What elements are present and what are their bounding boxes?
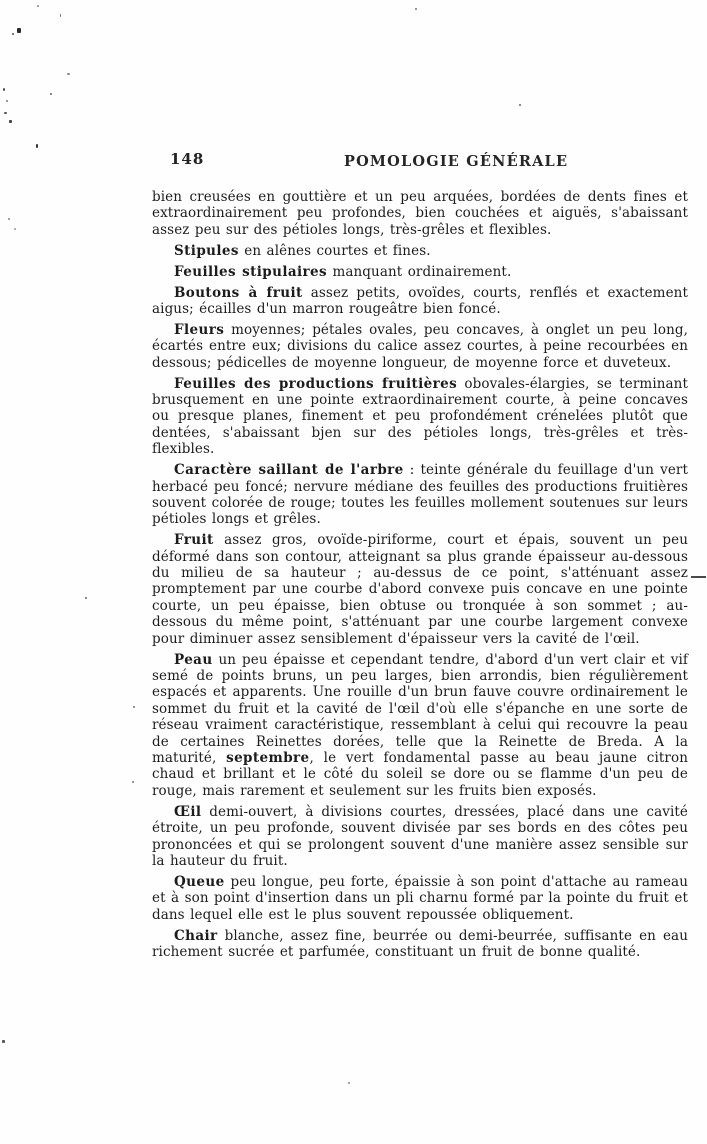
paragraph-text: moyennes; pétales ovales, peu concaves, à onglet un peu long, écartés entre eux; divisions du calice assez courtes, à peine recourbées en dessous; pédicelles de moyenne longueur, de moyenne force et duveteux. <box>152 321 688 371</box>
page-number: 148 <box>170 150 205 168</box>
scan-speck <box>14 228 16 230</box>
scan-speck <box>17 28 21 33</box>
paragraph-text: manquant ordinairement. <box>327 263 512 280</box>
lead-word: Fleurs <box>174 321 225 338</box>
scan-speck <box>9 120 12 123</box>
lead-word: Chair <box>174 927 218 944</box>
lead-word: Queue <box>174 873 225 890</box>
lead-word: Fruit <box>174 532 214 549</box>
paragraph <box>152 652 688 800</box>
paragraph-text: bien creusées en gouttière et un peu arquées, bordées de dents fines et extraordinairement peu profondes, bien couchées et aiguës, s'abaissant assez peu sur des pétioles longs, très-grêles et flexibles. <box>152 189 688 238</box>
paragraph <box>152 874 688 923</box>
scan-speck <box>12 33 14 35</box>
paragraph <box>152 804 688 870</box>
paragraph-text: demi-ouvert, à divisions courtes, dressées, placé dans une cavité étroite, un peu profonde, souvent divisée par ses bords en des côtes peu prononcées et qui se prolongent souvent d'une manière assez sensible sur la hauteur du fruit. <box>152 803 688 869</box>
scan-speck <box>37 5 39 7</box>
scan-speck <box>6 100 8 102</box>
lead-word: Caractère saillant de l'arbre <box>174 462 404 479</box>
paragraph <box>152 462 688 528</box>
paragraph-text: un peu épaisse et cependant tendre, d'abord d'un vert clair et vif semé de points bruns, un peu larges, bien arrondis, bien régulièrement espacés et apparents. Une rouille d'un brun fauve couvre ordinairement le sommet du fruit et la cavité de l'œil d'où elle s'épanche en une sorte de réseau vraiment caractéristique, ressemblant à celui qui recouvre la peau de certaines Reinettes dorées, telle que la Reinette de Breda. A la maturité, <box>152 651 688 766</box>
margin-dash-mark <box>691 576 706 578</box>
paragraph-text: en alênes courtes et fines. <box>238 242 431 259</box>
paragraph-text: , le vert fondamental passe au beau jaune citron chaud et brillant et le côté du soleil se dore ou se flamme d'un peu de rouge, mais rarement et seulement sur les fruits bien exposés. <box>152 750 688 799</box>
scan-speck <box>133 706 135 708</box>
scan-speck <box>67 73 70 75</box>
scan-speck <box>519 104 521 106</box>
lead-word: septembre <box>226 750 310 766</box>
paragraph <box>152 264 688 280</box>
scan-speck <box>8 218 10 220</box>
paragraph <box>152 322 688 371</box>
paragraph-text: : teinte générale du feuillage d'un vert herbacé peu foncé; nervure médiane des feuilles des productions fruitières souvent colorée de rouge; toutes les feuilles mollement soutenues sur leurs pétioles longs et grêles. <box>152 462 688 528</box>
scan-speck <box>348 1082 350 1084</box>
lead-word: Œil <box>174 803 202 820</box>
scan-speck <box>2 1040 5 1043</box>
paragraph <box>152 243 688 259</box>
scan-speck <box>132 781 134 783</box>
scan-speck <box>4 112 7 114</box>
lead-word: Stipules <box>174 242 239 259</box>
scan-speck <box>85 597 87 599</box>
paragraph <box>152 189 688 238</box>
lead-word: Feuilles stipulaires <box>174 263 328 280</box>
scan-speck <box>415 8 417 10</box>
paragraph-text: peu longue, peu forte, épaissie à son point d'attache au rameau et à son point d'insertion dans un pli charnu formé par la pointe du fruit et dans lequel elle est le plus souvent repoussée obliquement. <box>152 873 688 923</box>
paragraph-text: blanche, assez fine, beurrée ou demi-beurrée, suffisante en eau richement sucrée et parfumée, constituant un fruit de bonne qualité. <box>152 927 688 960</box>
running-title: POMOLOGIE GÉNÉRALE <box>344 153 569 170</box>
paragraph <box>152 376 688 458</box>
paragraph <box>152 928 688 961</box>
lead-word: Feuilles des productions fruitières <box>174 375 458 392</box>
lead-word: Peau <box>174 651 213 668</box>
paragraph <box>152 285 688 318</box>
lead-word: Boutons à fruit <box>174 284 303 301</box>
paragraph <box>152 532 688 647</box>
scan-speck <box>3 88 5 91</box>
scan-speck <box>36 144 38 148</box>
paragraph-text: assez petits, ovoïdes, courts, renflés et exactement aigus; écailles d'un marron rougeâtre bien foncé. <box>152 284 688 317</box>
body-text <box>152 189 688 965</box>
scan-speck <box>60 14 61 17</box>
scan-speck <box>50 93 52 95</box>
paragraph-text: obovales-élargies, se terminant brusquement en une pointe extraordinairement courte, à peine concaves ou presque planes, finement et peu profondément crénelées plutôt que dentées, s'abaissant bjen sur des pétioles longs, très-grêles et très-flexibles. <box>152 375 688 458</box>
paragraph-text: assez gros, ovoïde-piriforme, court et épais, souvent un peu déformé dans son contour, atteignant sa plus grande épaisseur au-dessous du milieu de sa hauteur ; au-dessus de ce point, s'atténuant assez promptement par une courbe d'abord convexe puis concave en une pointe courte, un peu épaisse, bien obtuse ou tronquée à son sommet ; au-dessous du même point, s'atténuant par une courbe largement convexe pour diminuer assez sensiblement d'épaisseur vers la cavité de l'œil. <box>152 532 688 647</box>
